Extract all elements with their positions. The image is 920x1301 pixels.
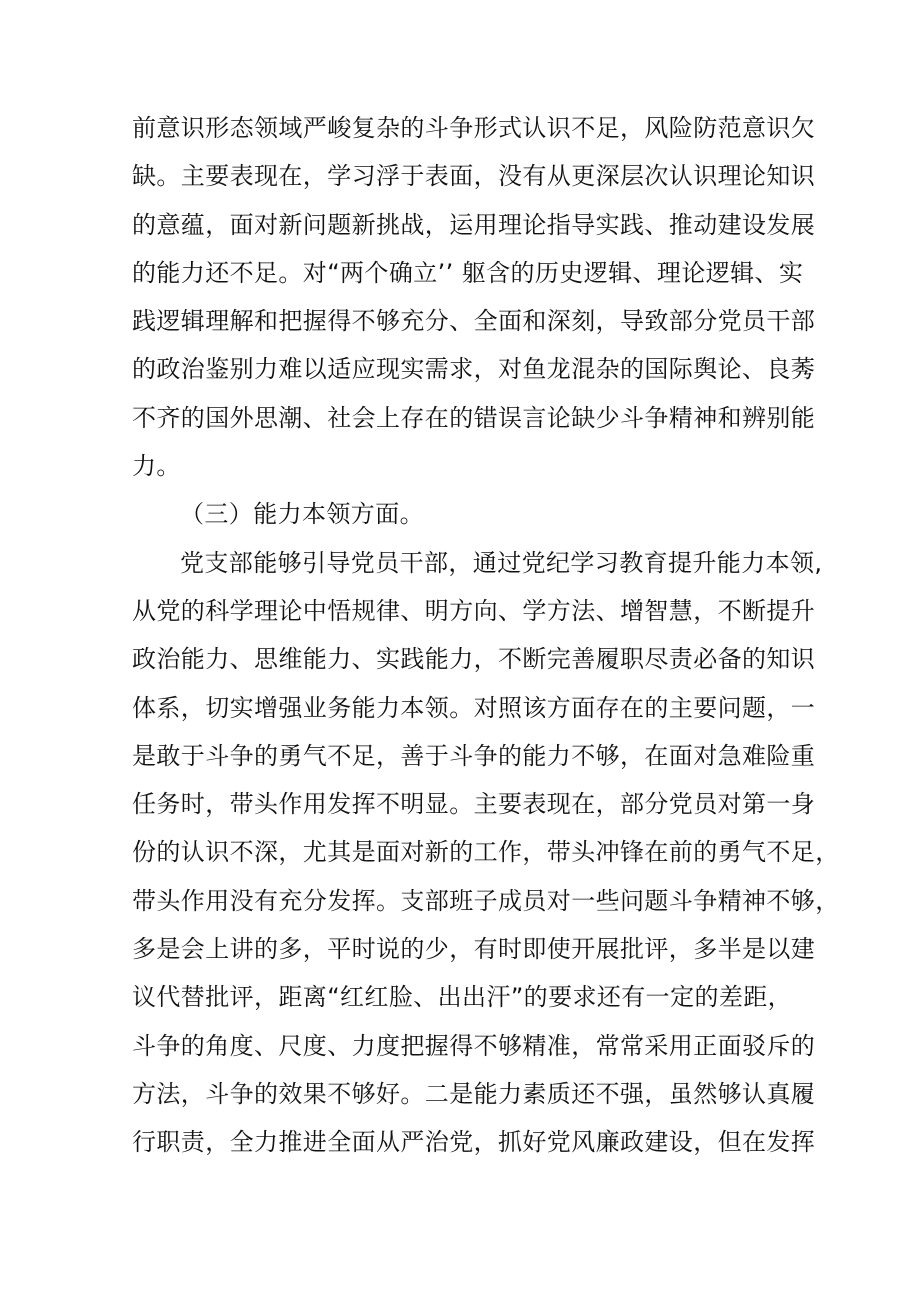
paragraph-2-line-1: 党支部能够引导党员干部，通过党纪学习教育提升能力本领,	[180, 548, 823, 577]
paragraph-1-line-1: 前意识形态领域严峻复杂的斗争形式认识不足，风险防范意识欠	[132, 114, 816, 142]
paragraph-1-line-3: 的意蕴，面对新问题新挑战，运用理论指导实践、推动建设发展	[132, 210, 816, 239]
paragraph-1-line-8: 力。	[132, 452, 181, 481]
paragraph-2-line-11: 斗争的角度、尺度、力度把握得不够精准，常常采用正面驳斥的	[132, 1031, 816, 1060]
paragraph-2-line-12: 方法，斗争的效果不够好。二是能力素质还不强，虽然够认真履	[132, 1079, 816, 1108]
paragraph-2-line-2: 从党的科学理论中悟规律、明方向、学方法、增智慧，不断提升	[132, 596, 816, 625]
paragraph-1-line-5: 践逻辑理解和把握得不够充分、全面和深刻，导致部分党员干部	[132, 307, 816, 336]
paragraph-1-line-6: 的政治鉴别力难以适应现实需求，对鱼龙混杂的国际舆论、良莠	[132, 355, 816, 384]
paragraph-2-line-13: 行职责，全力推进全面从严治党，抓好党风廉政建设，但在发挥	[132, 1128, 816, 1157]
paragraph-2-line-10: 议代替批评，距离“红红脸、出出汗”的要求还有一定的差距，	[132, 983, 793, 1012]
paragraph-2-line-6: 任务时，带头作用发挥不明显。主要表现在，部分党员对第一身	[132, 790, 816, 819]
document-body	[132, 104, 840, 1167]
paragraph-1-line-4: 的能力还不足。对“两个确立’’ 躯含的历史逻辑、理论逻辑、实	[132, 258, 804, 287]
paragraph-2-line-8: 带头作用没有充分发挥。支部班子成员对一些问题斗争精神不够，	[132, 886, 840, 915]
paragraph-2-line-4: 体系，切实增强业务能力本领。对照该方面存在的主要问题，一	[132, 693, 816, 722]
paragraph-1-line-7: 不齐的国外思潮、社会上存在的错误言论缺少斗争精神和辨别能	[132, 403, 816, 432]
paragraph-2-line-7: 份的认识不深，尤其是面对新的工作，带头冲锋在前的勇气不足，	[132, 838, 840, 867]
paragraph-1-line-2: 缺。主要表现在，学习浮于表面，没有从更深层次认识理论知识	[132, 162, 816, 191]
paragraph-2-line-9: 多是会上讲的多，平时说的少，有时即使开展批评，多半是以建	[132, 935, 816, 964]
paragraph-2-line-5: 是敢于斗争的勇气不足，善于斗争的能力不够，在面对急难险重	[132, 741, 816, 770]
section-heading: （三）能力本领方面。	[180, 500, 424, 529]
paragraph-2-line-3: 政治能力、思维能力、实践能力，不断完善履职尽责必备的知识	[132, 645, 816, 674]
